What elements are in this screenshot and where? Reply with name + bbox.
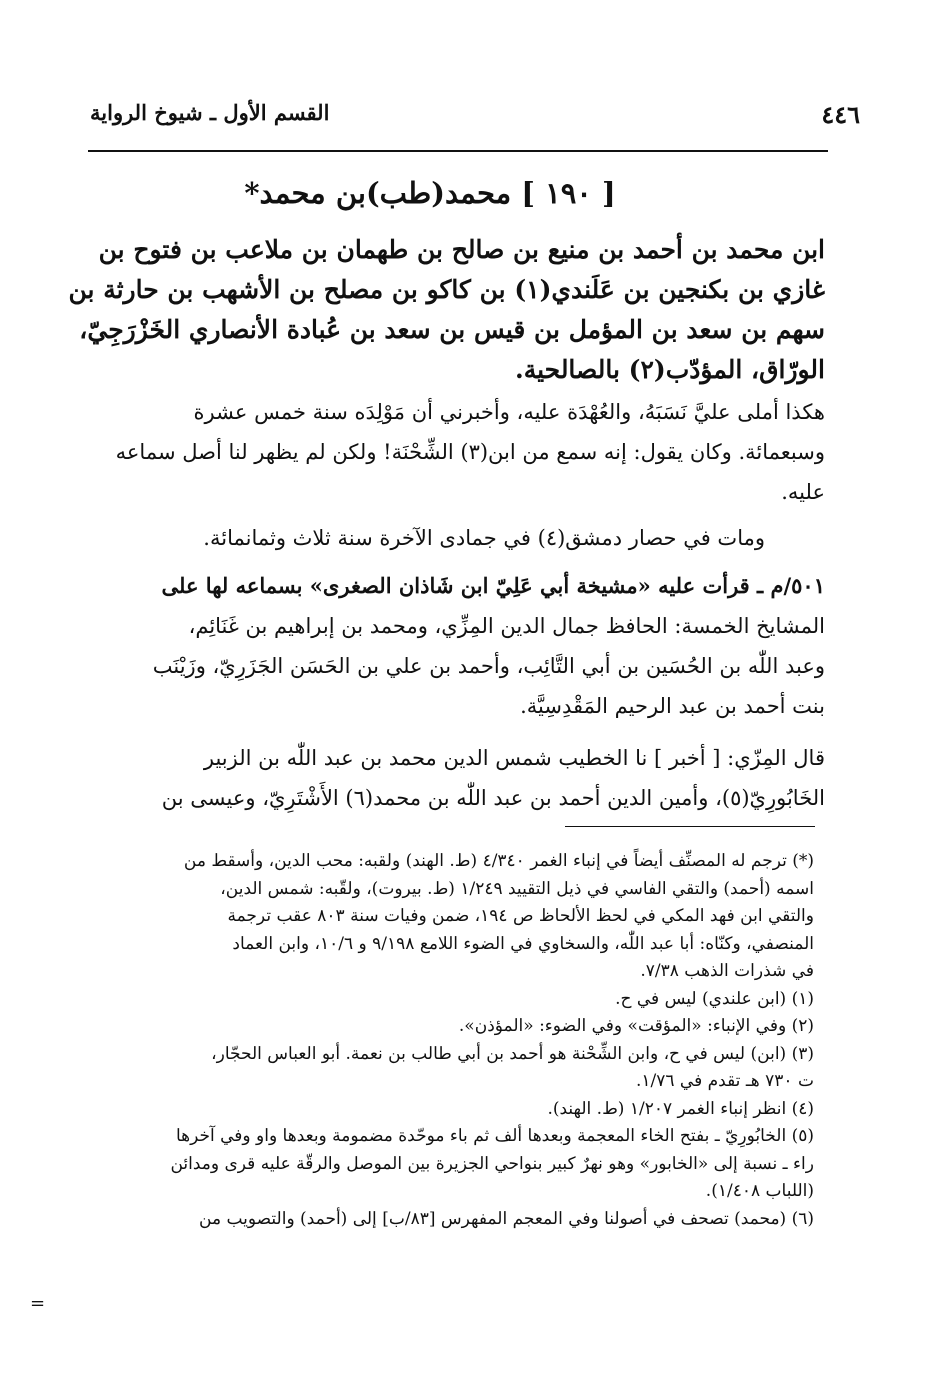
footnote-separator (565, 826, 815, 827)
footnote-line: (١) (ابن علندي) ليس في ح. (615, 988, 814, 1009)
paragraph-death (70, 518, 825, 558)
footnote-line: والتقي ابن فهد المكي في لحظ الألحاظ ص ١٩٤، ضمن وفيات سنة ٨٠٣ عقب ترجمة (227, 906, 814, 926)
text-line: وعبد اللّٰه بن الحُسَين بن أبي التَّائِب، وأحمد بن علي بن الحَسَن الجَزَرِيّ، وزَيْنَب (152, 654, 825, 678)
footnote-line: المنصفي، وكنّاه: أبا عبد اللّٰه، والسخاوي في الضوء اللامع ٩/١٩٨ و ١٠/٦، وابن العماد (232, 933, 814, 954)
page-number: ٤٤٦ (821, 100, 860, 129)
text-line: الخَابُورِيّ(٥)، وأمين الدين أحمد بن عبد اللّٰه بن محمد(٦) الأَشْتَرِيّ، وعيسى بن (161, 786, 825, 810)
text-line: سهم بن سعد بن المؤمل بن قيس بن سعد بن عُبادة الأنصاري الخَزْرَجِيّ، (79, 315, 825, 344)
text-line: المشايخ الخمسة: الحافظ جمال الدين المِزِّي، ومحمد بن إبراهيم بن غَنَائِم، (188, 614, 825, 638)
footnote-line: في شذرات الذهب ٧/٣٨. (640, 961, 814, 981)
paragraph-isnad (70, 738, 825, 818)
entry-bio (70, 230, 825, 390)
text-line: هكذا أملى عليَّ نَسَبَهُ، والعُهْدَة عليه، وأخبرني أن مَوْلِدَه سنة خمس عشرة (193, 400, 825, 424)
paragraph-lineage-note (70, 392, 825, 512)
footnote-line: اسمه (أحمد) والتقي الفاسي في ذيل التقييد ١/٢٤٩ (ط. بيروت)، ولقّبه: شمس الدين، (220, 878, 814, 899)
footnote-line: (٢) وفي الإنباء: «المؤقت» وفي الضوء: «المؤذن». (458, 1016, 814, 1036)
footnote-line: (٥) الخابُورِيّ ـ بفتح الخاء المعجمة وبعدها ألف ثم باء موحّدة مضمومة وبعدها واو وفي آخرها (175, 1126, 814, 1146)
entry-heading: [ ١٩٠ ] محمد(طب)بن محمد* (244, 176, 616, 210)
text-line: بنت أحمد بن عبد الرحيم المَقْدِسِيَّة. (520, 694, 825, 718)
text-line: عليه. (781, 480, 825, 504)
footnote-line: (اللباب ١/٤٠٨). (705, 1181, 814, 1201)
footnote-line: (٦) (محمد) تصحف في أصولنا وفي المعجم المفهرس [٨٣/ب] إلى (أحمد) والتصويب من (199, 1208, 814, 1229)
footnote-line: (٤) انظر إنباء الغمر ١/٢٠٧ (ط. الهند). (547, 1098, 814, 1119)
header-rule (88, 150, 828, 152)
text-line: ومات في حصار دمشق(٤) في جمادى الآخرة سنة ثلاث وثمانمائة. (203, 526, 765, 550)
text-line: غازي بن بكنجين بن عَلَندي(١) بن كاكو بن مصلح بن الأشهب بن حارثة بن (68, 275, 825, 304)
text-line: الورّاق، المؤدّب(٢) بالصالحية. (515, 355, 825, 384)
footnote-line: راء ـ نسبة إلى «الخابور» وهو نهرٌ كبير بنواحي الجزيرة بين الموصل والرقّة عليه قرى ومدائن (170, 1153, 814, 1174)
text-line: ٥٠١/م ـ قرأت عليه «مشيخة أبي عَلِيّ ابن شَاذان الصغرى» بسماعه لها على (161, 573, 825, 598)
text-line: قال المِزّي: [ أخبر ] نا الخطيب شمس الدين محمد بن عبد اللّٰه بن الزبير (203, 746, 825, 770)
paragraph-reading (70, 566, 825, 726)
text-line: ابن محمد بن أحمد بن منيع بن صالح بن طهمان بن ملاعب بن فتوح بن (98, 235, 825, 264)
footnote-line: ت ٧٣٠ هـ تقدم في ١/٧٦. (636, 1071, 814, 1091)
footnote-line: (٣) (ابن) ليس في ح، وابن الشِّحْنة هو أحمد بن أبي طالب بن نعمة. أبو العباس الحجّار، (211, 1043, 814, 1064)
text-line: وسبعمائة. وكان يقول: إنه سمع من ابن(٣) الشِّحْنَة! ولكن لم يظهر لنا أصل سماعه (115, 440, 825, 464)
footnote-line: (*) ترجم له المصنِّف أيضاً في إنباء الغمر ٤/٣٤٠ (ط. الهند) ولقبه: محب الدين، وأسقط من (183, 851, 814, 871)
continuation-mark: = (30, 1293, 46, 1314)
running-header-title: القسم الأول ـ شيوخ الرواية (90, 100, 330, 125)
footnotes (62, 848, 814, 1233)
